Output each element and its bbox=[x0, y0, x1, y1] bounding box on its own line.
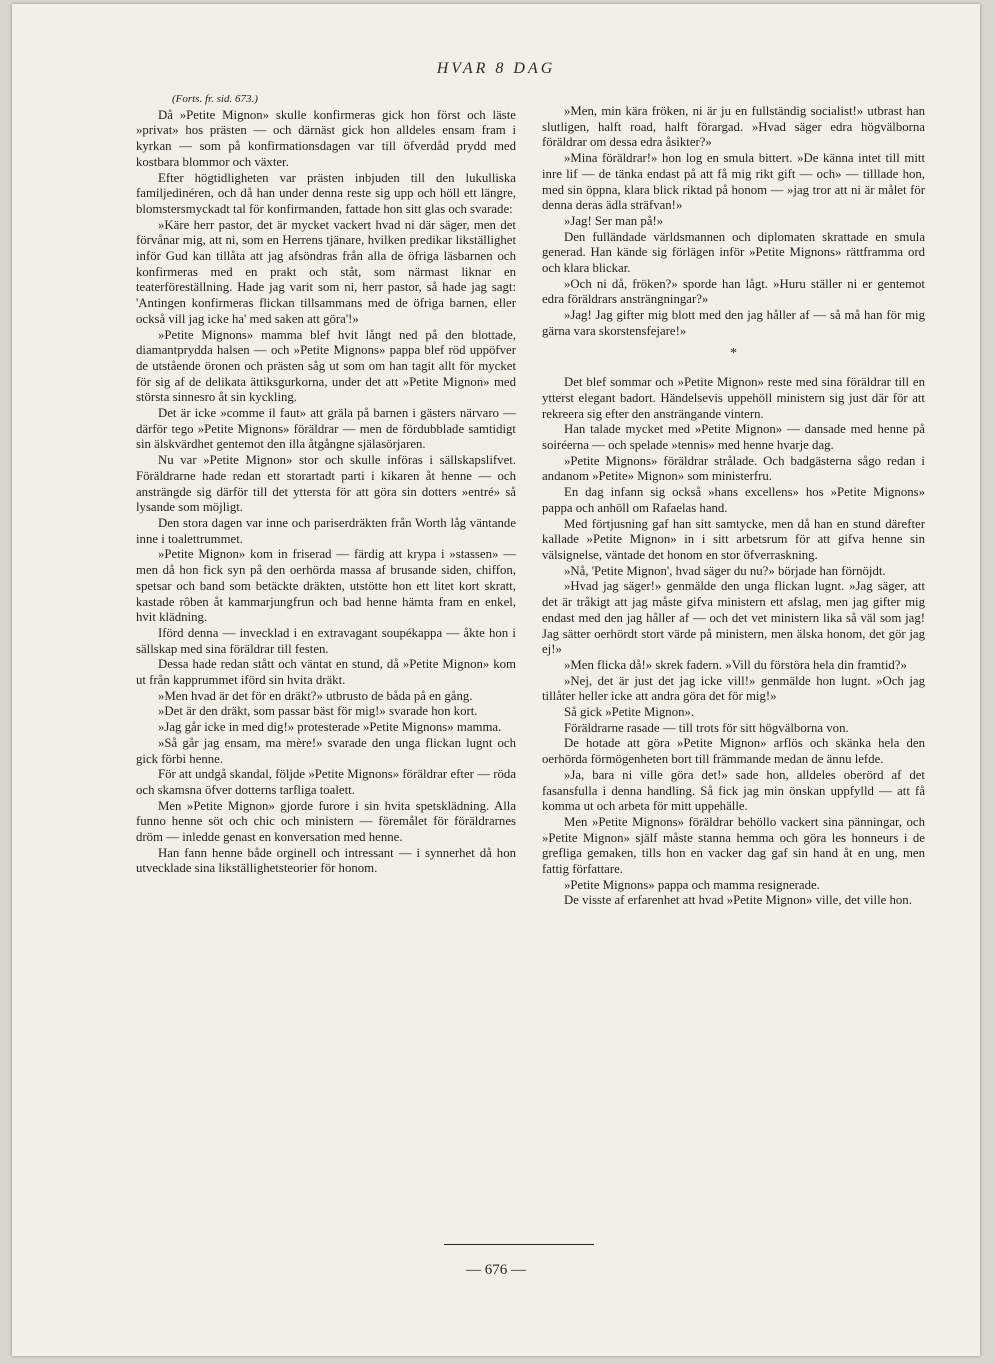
paragraph: Då »Petite Mignon» skulle konfirmeras gick hon först och läste »privat» hos prästen — och därnäst gick hon alldeles ensam fram i kyrkan — som på konfirmationsdagen var till öfverdåd prydd med kostbara blommor och växter. bbox=[136, 107, 516, 169]
right-column bbox=[542, 104, 925, 909]
paragraph: »Så går jag ensam, ma mère!» svarade den unga flickan lugnt och gick förbi henne. bbox=[136, 735, 516, 766]
paragraph: Efter högtidligheten var prästen inbjuden till den lukulliska familjedinéren, och då han under denna reste sig upp och höll ett längre, blomstersmyckadt tal för konfirmanden, fattade hon sitt glas och svarade: bbox=[136, 170, 516, 216]
right-paragraphs-after bbox=[542, 375, 925, 909]
paragraph: »Petite Mignons» föräldrar strålade. Och badgästerna sågo redan i andanom »Petite» Mignon» som ministerfru. bbox=[542, 453, 925, 484]
paragraph: Föräldrarne rasade — till trots för sitt högvälborna von. bbox=[564, 720, 849, 735]
paragraph: »Petite Mignons» mamma blef hvit långt ned på den blottade, diamantprydda halsen — och »Petite Mignons» pappa blef röd uppöfver de utstående öronen och prästen såg ut som om han tagit allt för mycket för sig af de delikata ättiksgurkorna, under det att »Petite Mignon» med största sinnesro åt sin kyckling. bbox=[136, 327, 516, 405]
paragraph: Han talade mycket med »Petite Mignon» — dansade med henne på soiréerna — och spelade »tennis» med henne hvarje dag. bbox=[542, 422, 925, 453]
paragraph: De visste af erfarenhet att hvad »Petite Mignon» ville, det ville hon. bbox=[564, 893, 912, 908]
paragraph: »Ja, bara ni ville göra det!» sade hon, alldeles oberörd af det fasansfulla i denna handling. Så fick jag min önskan uppfylld — att få komma ut och arbeta för mitt uppehälle. bbox=[542, 767, 925, 814]
paragraph: »Och ni då, fröken?» sporde han lågt. »Huru ställer ni er gentemot edra föräldrars ansträngningar?» bbox=[542, 276, 925, 307]
paragraph: För att undgå skandal, följde »Petite Mignons» föräldrar efter — röda och skamsna öfver dotterns tarfliga toalett. bbox=[136, 767, 516, 797]
paragraph: »Käre herr pastor, det är mycket vackert hvad ni där säger, men det förvånar mig, att ni, som en Herrens tjänare, hvilken predikar likställighet inför Gud kan tillåta att jag afsöndras från alla de öfriga läsbarnen och konfirmeras med en prakt och ståt, som närmast liknar en teaterföreställning. Hade jag varit som ni, herr pastor, så hade jag sagt: 'Antingen konfirmeras flickan tillsammans med de öfriga barnen, eller också vill jag icke ha' med saken att göra'!» bbox=[136, 217, 516, 326]
paragraph: »Nej, det är just det jag icke vill!» genmälde hon lugnt. »Och jag tillåter heller icke att andra göra det för mig!» bbox=[542, 673, 925, 704]
page-number: — 676 — bbox=[466, 1262, 526, 1278]
paragraph: »Jag går icke in med dig!» protesterade »Petite Mignons» mamma. bbox=[158, 720, 502, 735]
paragraph: Dessa hade redan stått och väntat en stund, då »Petite Mignon» kom ut från kapprummet iförd sin hvita dräkt. bbox=[136, 657, 516, 688]
paragraph: Det är icke »comme il faut» att gräla på barnen i gästers närvaro — därför tego »Petite Mignons» föräldrar — men de fördubblade samtidigt sin älskvärdhet gentemot den illa åtgångne själasörjaren. bbox=[136, 406, 516, 452]
paragraph: Nu var »Petite Mignon» stor och skulle införas i sällskapslifvet. Föräldrarne hade redan ett storartadt parti i kikaren åt henne — och ansträngde sig därför till det yttersta för att göra sin dotters »entré» så lysande som möjligt. bbox=[136, 453, 516, 515]
paragraph: »Men, min kära fröken, ni är ju en fullständig socialist!» utbrast han slutligen, halft road, halft förargad. »Hvad säger edra högvälborna föräldrar om dessa edra åsikter?» bbox=[542, 104, 925, 150]
paragraph: »Jag! Jag gifter mig blott med den jag håller af — så må han för mig gärna vara skorstensfejare!» bbox=[542, 308, 925, 338]
left-column bbox=[136, 92, 516, 877]
paragraph: »Men flicka då!» skrek fadern. »Vill du förstöra hela din framtid?» bbox=[564, 657, 907, 672]
paragraph: Den fulländade världsmannen och diplomaten skrattade en smula generad. Han kände sig förlägen inför »Petite Mignons» rättframma ord och klara blickar. bbox=[542, 229, 925, 276]
paragraph: De hotade att göra »Petite Mignon» arflös och skänka hela den oerhörda förmögenheten bort till främmande medan de ännu lefde. bbox=[542, 736, 925, 767]
paragraph: Det blef sommar och »Petite Mignon» reste med sina föräldrar till en ytterst elegant badort. Händelsevis uppehöll ministern sig just där för att rekreera sig efter den ansträngande vintern. bbox=[542, 375, 925, 421]
magazine-page bbox=[12, 4, 980, 1356]
footer-rule bbox=[444, 1244, 594, 1245]
paragraph: En dag infann sig också »hans excellens» hos »Petite Mignons» pappa och anhöll om Rafaelas hand. bbox=[542, 485, 925, 515]
paragraph: Den stora dagen var inne och pariserdräkten från Worth låg väntande inne i toalettrummet. bbox=[136, 515, 516, 546]
left-paragraphs bbox=[136, 108, 516, 877]
paragraph: »Petite Mignons» pappa och mamma resignerade. bbox=[564, 877, 820, 892]
continuation-note: (Forts. fr. sid. 673.) bbox=[172, 93, 258, 105]
paragraph: Så gick »Petite Mignon». bbox=[564, 705, 695, 720]
paragraph: Han fann henne både orginell och intressant — i synnerhet då hon utvecklade sina likställighetsteorier för honom. bbox=[136, 845, 516, 876]
paragraph: »Hvad jag säger!» genmälde den unga flickan lugnt. »Jag säger, att det är tråkigt att jag måste gifva ministern ett afslag, men jag gifter mig endast med den jag håller af — och det vet ministern lika så väl som jag! Jag sätter oerhördt stort värde på ministern, men älska honom, det gör jag ej!» bbox=[542, 579, 925, 657]
paragraph: »Det är den dräkt, som passar bäst för mig!» svarade hon kort. bbox=[158, 704, 478, 719]
paragraph: Men »Petite Mignons» föräldrar behöllo vackert sina pänningar, och »Petite Mignon» själf måste stanna hemma och göra les honneurs i de grefliga gemaken, tills hon en vacker dag gaf sin hand åt en ung, men fattig författare. bbox=[542, 814, 925, 877]
paragraph: »Nå, 'Petite Mignon', hvad säger du nu?» började han förnöjdt. bbox=[564, 563, 886, 578]
paragraph: Men »Petite Mignon» gjorde furore i sin hvita spetsklädning. Alla funno henne söt och chic och ministern — föremålet för föräldrarnes dröm — inledde genast en konversation med henne. bbox=[136, 798, 516, 845]
paragraph: »Men hvad är det för en dräkt?» utbrusto de båda på en gång. bbox=[158, 688, 473, 703]
section-separator: * bbox=[730, 345, 737, 361]
paragraph: »Petite Mignon» kom in friserad — färdig att krypa i »stassen» — men då hon fick syn på den oerhörda massa af brusande siden, chiffon, spetsar och band som betäckte dräkten, utstötte hon ett litet kort skratt, kastade rôben åt kammarjungfrun och bad henne hämta fram en enkel, hvit klädning. bbox=[136, 547, 516, 625]
paragraph: Med förtjusning gaf han sitt samtycke, men då han en stund därefter kallade »Petite Mignon» in i sitt arbetsrum för att gifva henne sin välsignelse, väntade det honom en stor öfverraskning. bbox=[542, 516, 925, 562]
right-paragraphs-before bbox=[542, 104, 925, 340]
paragraph: Iförd denna — invecklad i en extravagant soupékappa — åkte hon i sällskap med sina föräldrar till festen. bbox=[136, 625, 516, 656]
paragraph: »Mina föräldrar!» hon log en smula bittert. »De känna intet till mitt inre lif — de tänka endast på att få mig rikt gift — och» — tilllade hon, med sin öppna, klara blick riktad på honom — »jag tror att ni är målet för denna deras ädla sträfvan!» bbox=[542, 151, 925, 213]
running-header: HVAR 8 DAG bbox=[436, 60, 556, 77]
paragraph: »Jag! Ser man på!» bbox=[564, 213, 664, 228]
